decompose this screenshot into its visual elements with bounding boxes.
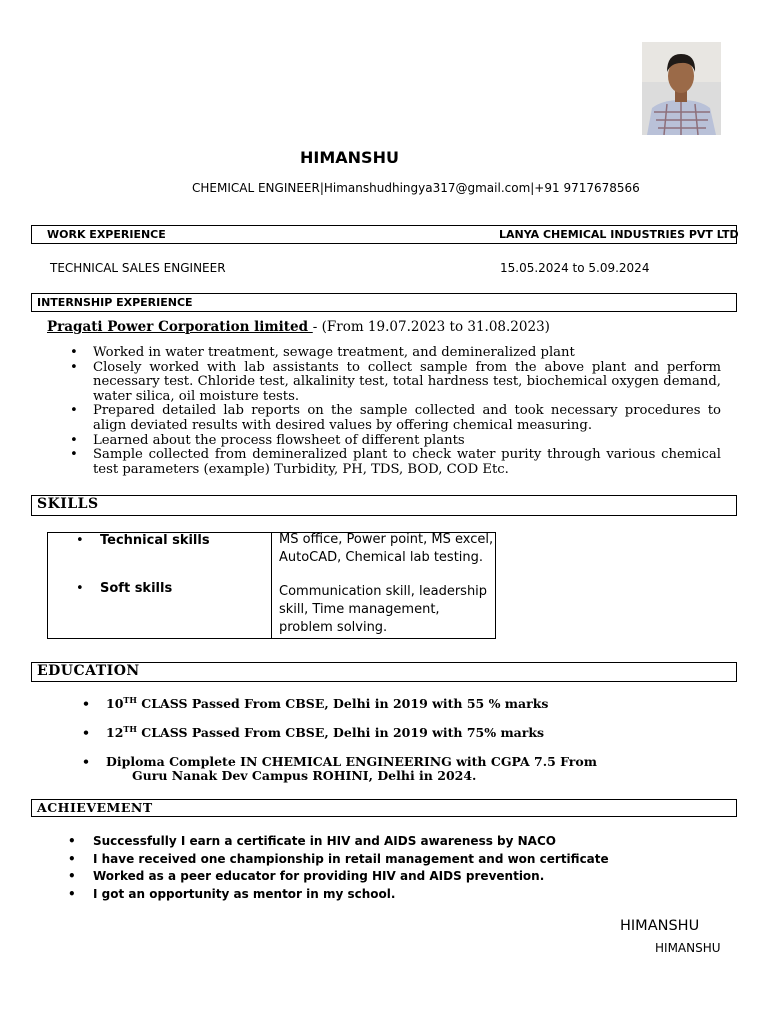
list-item: • Learned about the process flowsheet of different plants xyxy=(70,434,721,449)
list-item: • I have received one championship in retail management and won certificate xyxy=(68,851,609,869)
list-item: • Closely worked with lab assistants to collect sample from the above plant and perform necessary test. Chloride test, alkalinity test, total hardness test, biochemical oxygen demand, water silica, oil moisture tests. xyxy=(70,361,721,405)
skills-label: SKILLS xyxy=(37,496,99,512)
internship-period: - (From 19.07.2023 to 31.08.2023) xyxy=(312,319,550,335)
education-item: • 12TH CLASS Passed From CBSE, Delhi in 2019 with 75% marks xyxy=(82,724,545,741)
signature-name-small: HIMANSHU xyxy=(655,941,721,955)
achievement-label: ACHIEVEMENT xyxy=(37,800,153,815)
internship-company: Pragati Power Corporation limited xyxy=(47,319,313,335)
education-item: • Diploma Complete IN CHEMICAL ENGINEERING with CGPA 7.5 From xyxy=(82,754,597,769)
internship-label: INTERNSHIP EXPERIENCE xyxy=(37,296,193,309)
skills-table-divider xyxy=(271,532,272,639)
skill-desc-soft: Communication skill, leadership skill, Time management, problem solving. xyxy=(279,584,488,635)
list-item: • Sample collected from demineralized plant to check water purity through various chemical test parameters (example) Turbidity, PH, TDS, BOD, COD Etc. xyxy=(70,448,721,477)
work-company: LANYA CHEMICAL INDUSTRIES PVT LTD xyxy=(499,228,739,241)
skills-header-box xyxy=(31,495,737,516)
job-dates: 15.05.2024 to 5.09.2024 xyxy=(500,261,650,275)
achievement-list xyxy=(68,833,609,903)
profile-photo xyxy=(642,42,721,135)
education-item-continued: Guru Nanak Dev Campus ROHINI, Delhi in 2024. xyxy=(132,768,477,783)
skill-desc-technical: MS office, Power point, MS excel, AutoCAD, Chemical lab testing. xyxy=(279,532,494,565)
person-photo-icon xyxy=(642,42,721,135)
internship-bullet-list xyxy=(70,346,721,477)
internship-heading xyxy=(47,319,550,335)
skill-name-technical: Technical skills xyxy=(100,533,210,548)
bullet-icon: • xyxy=(76,581,84,596)
candidate-name: HIMANSHU xyxy=(300,148,399,167)
job-title: TECHNICAL SALES ENGINEER xyxy=(50,261,226,275)
list-item: • Worked as a peer educator for providing HIV and AIDS prevention. xyxy=(68,868,609,886)
list-item: • Successfully I earn a certificate in HIV and AIDS awareness by NACO xyxy=(68,833,609,851)
list-item: • Prepared detailed lab reports on the sample collected and took necessary procedures to align deviated results with desired values by offering chemical measuring. xyxy=(70,404,721,433)
education-label: EDUCATION xyxy=(37,663,140,679)
skill-name-soft: Soft skills xyxy=(100,581,173,596)
contact-line: CHEMICAL ENGINEER|Himanshudhingya317@gmail.com|+91 9717678566 xyxy=(192,181,640,195)
bullet-icon: • xyxy=(76,533,84,548)
work-experience-label: WORK EXPERIENCE xyxy=(47,228,166,241)
signature-name: HIMANSHU xyxy=(620,918,700,934)
list-item: • Worked in water treatment, sewage treatment, and demineralized plant xyxy=(70,346,721,361)
education-item: • 10TH CLASS Passed From CBSE, Delhi in 2019 with 55 % marks xyxy=(82,695,549,712)
list-item: • I got an opportunity as mentor in my school. xyxy=(68,886,609,904)
